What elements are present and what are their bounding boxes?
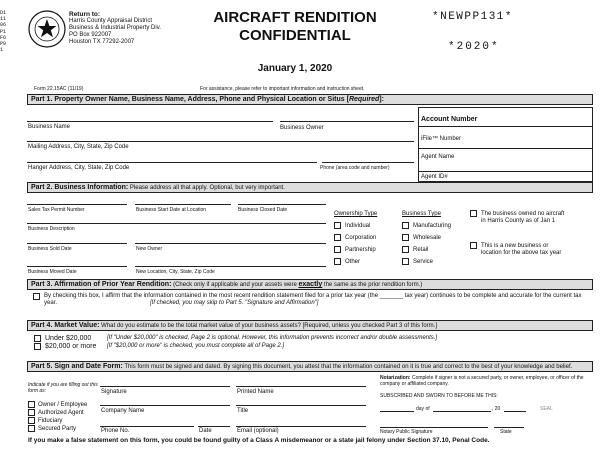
part3-header: Part 3. Affirmation of Prior Year Rendition: (Check only if applicable and your assets were exactly the same as the prior rendition form.) bbox=[27, 279, 593, 290]
form-title: AIRCRAFT RENDITION bbox=[213, 9, 377, 26]
role-agent-checkbox[interactable] bbox=[28, 409, 35, 416]
notary-signature-field[interactable]: Notary Public Signature bbox=[380, 429, 433, 435]
no-aircraft-label: The business owned no aircraft in Harris County as of Jan 1 bbox=[481, 211, 565, 224]
state-field[interactable]: State bbox=[500, 429, 512, 435]
business-retail-checkbox[interactable] bbox=[402, 246, 409, 253]
mailing-address-field[interactable]: Mailing Address, City, State, Zip Code bbox=[28, 144, 129, 150]
role-label: Fiduciary bbox=[38, 418, 63, 424]
return-to-label: Return to: bbox=[69, 11, 101, 18]
notarization-note: Notarization: Complete if signer is not a secured party, or owner, employee, or officer of the company or affiliated company. bbox=[380, 375, 584, 387]
new-business-checkbox[interactable] bbox=[470, 242, 477, 249]
ownership-option-label: Other bbox=[345, 259, 361, 265]
return-address-line: PO Box 922007 bbox=[69, 32, 112, 38]
hanger-address-field[interactable]: Hanger Address, City, State, Zip Code bbox=[28, 165, 130, 171]
year-label: , 20 bbox=[492, 406, 501, 412]
business-owner-field[interactable]: Business Owner bbox=[280, 125, 324, 131]
ownership-corporation-checkbox[interactable] bbox=[334, 234, 341, 241]
affirmation-text: By checking this box, I affirm that the information contained in the most recent rendition statement filed for a prior tax year (the _______ tax year) continues to be complete and accurate for the current tax year. bbox=[44, 293, 582, 306]
account-number-field[interactable]: Account Number bbox=[421, 116, 478, 123]
day-of-label: day of bbox=[416, 406, 430, 412]
role-label: Authorized Agent bbox=[38, 410, 84, 416]
role-label: Owner / Employee bbox=[38, 402, 88, 408]
part5-header: Part 5. Sign and Date Form: This form must be signed and dated. By signing this document, you attest that the information contained on it is true and correct to the best of your knowledge and belief. bbox=[27, 361, 593, 372]
no-aircraft-checkbox[interactable] bbox=[470, 210, 477, 217]
part1-header: Part 1. Property Owner Name, Business Name, Address, Phone and Physical Location or Situs [Required]: bbox=[27, 94, 593, 105]
business-wholesale-checkbox[interactable] bbox=[402, 234, 409, 241]
new-location-field[interactable]: New Location, City, State, Zip Code bbox=[136, 269, 215, 275]
ownership-type-heading: Ownership Type bbox=[334, 211, 378, 217]
over-20000-note: [If "$20,000 or more" is checked, you must complete all of Page 2.] bbox=[107, 343, 285, 349]
false-statement-warning: If you make a false statement on this form, you could be found guilty of a Class A misdemeanor or a state jail felony under Section 37.10, Penal Code. bbox=[28, 437, 490, 444]
business-sold-date-field[interactable]: Business Sold Date bbox=[28, 246, 72, 252]
ownership-option-label: Partnership bbox=[345, 247, 376, 253]
prior-year-affirmation-checkbox[interactable] bbox=[33, 293, 40, 300]
subscribed-sworn-label: SUBSCRIBED AND SWORN TO BEFORE ME THIS: bbox=[380, 393, 498, 399]
sales-tax-permit-field[interactable]: Sales Tax Permit Number bbox=[28, 207, 85, 213]
form-subtitle: CONFIDENTIAL bbox=[239, 27, 351, 44]
ownership-option-label: Corporation bbox=[345, 235, 377, 241]
role-label: Secured Party bbox=[38, 426, 77, 432]
county-seal-icon bbox=[28, 10, 66, 48]
business-manufacturing-checkbox[interactable] bbox=[402, 222, 409, 229]
side-barcode-text: D11106P1F6P91 bbox=[0, 10, 7, 54]
new-owner-field[interactable]: New Owner bbox=[136, 246, 163, 252]
business-moved-date-field[interactable]: Business Moved Date bbox=[28, 269, 77, 275]
business-description-field[interactable]: Business Description bbox=[28, 226, 75, 232]
seal-label: SEAL bbox=[540, 406, 553, 412]
signature-field[interactable]: Signature bbox=[101, 389, 127, 395]
return-address-line: Business & Industrial Property Div. bbox=[69, 25, 161, 31]
email-field[interactable]: Email (optional) bbox=[237, 428, 279, 434]
ownership-partnership-checkbox[interactable] bbox=[334, 246, 341, 253]
role-secured-party-checkbox[interactable] bbox=[28, 425, 35, 432]
under-20000-checkbox[interactable] bbox=[34, 335, 41, 342]
ownership-option-label: Individual bbox=[345, 223, 371, 229]
phone-field[interactable]: Phone (area code and number) bbox=[320, 165, 390, 171]
role-owner-checkbox[interactable] bbox=[28, 401, 35, 408]
agent-id-field[interactable]: Agent ID# bbox=[421, 174, 448, 180]
business-name-field[interactable]: Business Name bbox=[28, 124, 71, 130]
return-address-line: Harris County Appraisal District bbox=[69, 18, 153, 24]
business-start-date-field[interactable]: Business Start Date at Location bbox=[136, 207, 207, 213]
ifile-number-field[interactable]: iFile™ Number bbox=[421, 136, 462, 142]
form-code: *NEWPP131* bbox=[432, 11, 514, 23]
business-option-label: Retail bbox=[413, 247, 429, 253]
form-number: Form 22.15AC (11/19) bbox=[34, 86, 84, 92]
indicate-role-note: Indicate if you are filling out this form as: bbox=[28, 382, 98, 394]
under-20000-note: [If "Under $20,000" is checked, Page 2 is optional. However, this information prevents incorrect and/or double assessments.] bbox=[107, 335, 438, 341]
ownership-individual-checkbox[interactable] bbox=[334, 222, 341, 229]
business-option-label: Wholesale bbox=[413, 235, 442, 241]
business-type-heading: Business Type bbox=[402, 211, 441, 217]
ownership-other-checkbox[interactable] bbox=[334, 258, 341, 265]
part2-header: Part 2. Business Information: Please address all that apply. Optional, but very important. bbox=[27, 182, 593, 193]
under-20000-label: Under $20,000 bbox=[45, 335, 92, 342]
title-field[interactable]: Title bbox=[237, 408, 249, 414]
affirmation-skip-note: [If checked, you may skip to Part 5. "Signature and Affirmation"] bbox=[150, 300, 319, 306]
role-fiduciary-checkbox[interactable] bbox=[28, 417, 35, 424]
agent-name-field[interactable]: Agent Name bbox=[421, 154, 455, 160]
over-20000-checkbox[interactable] bbox=[34, 343, 41, 350]
business-option-label: Service bbox=[413, 259, 434, 265]
phone-no-field[interactable]: Phone No. bbox=[101, 428, 130, 434]
business-closed-date-field[interactable]: Business Closed Date bbox=[238, 207, 288, 213]
over-20000-label: $20,000 or more bbox=[45, 343, 97, 350]
date-field[interactable]: Date bbox=[199, 428, 212, 434]
new-business-label: This is a new business or location for the above tax year bbox=[481, 243, 562, 256]
year-code: *2020* bbox=[448, 41, 500, 53]
part4-header: Part 4. Market Value: What do you estimate to be the total market value of your business assets? [Required, unless you checked Part 3 of this form.] bbox=[27, 320, 593, 331]
assistance-note: For assistance, please refer to important information and instruction sheet. bbox=[200, 86, 365, 92]
rendition-date: January 1, 2020 bbox=[257, 63, 333, 74]
printed-name-field[interactable]: Printed Name bbox=[237, 389, 274, 395]
business-option-label: Manufacturing bbox=[413, 223, 452, 229]
company-name-field[interactable]: Company Name bbox=[101, 408, 145, 414]
return-address-line: Houston TX 77292-2007 bbox=[69, 39, 135, 45]
business-service-checkbox[interactable] bbox=[402, 258, 409, 265]
